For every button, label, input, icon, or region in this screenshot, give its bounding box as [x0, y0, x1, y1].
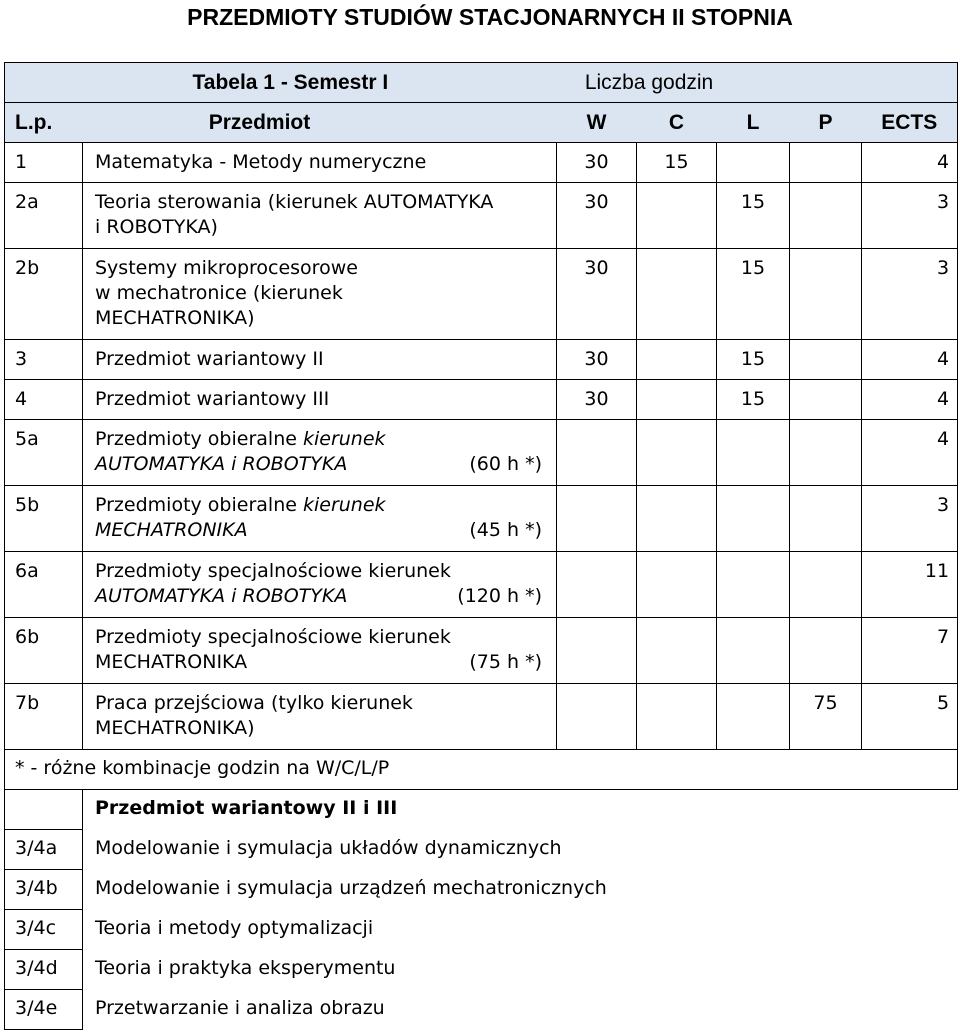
- row-lp: 4: [5, 380, 83, 420]
- row-c: [637, 183, 717, 249]
- footnote-row: [5, 750, 958, 790]
- row-lp: 3: [5, 340, 83, 380]
- row-subject: [83, 183, 557, 249]
- variant-subject: Teoria i metody optymalizacji: [95, 916, 374, 939]
- variant-lp: 3/4e: [5, 990, 83, 1030]
- row-p: [790, 340, 862, 380]
- variant-row: [5, 950, 958, 990]
- row-p: [790, 249, 862, 340]
- table-row: [5, 552, 958, 618]
- subject-line: MECHATRONIKA): [95, 307, 255, 329]
- row-lp: 7b: [5, 684, 83, 750]
- row-ects: 4: [862, 380, 958, 420]
- row-w: 30: [557, 249, 637, 340]
- row-lp: 5a: [5, 420, 83, 486]
- subject-line: w mechatronice (kierunek: [95, 282, 343, 304]
- variant-row: [5, 910, 958, 950]
- subject-line: MECHATRONIKA): [95, 717, 255, 739]
- table-caption: Tabela 1 - Semestr I: [83, 63, 557, 103]
- subject-line: AUTOMATYKA i ROBOTYKA: [95, 585, 348, 607]
- row-ects: 3: [862, 486, 958, 552]
- row-w: 30: [557, 143, 637, 183]
- row-lp: 6b: [5, 618, 83, 684]
- footnote: * - różne kombinacje godzin na W/C/L/P: [5, 750, 958, 790]
- variant-lp: 3/4c: [5, 910, 83, 950]
- row-c: [637, 684, 717, 750]
- subject-line: Przedmioty obieralne: [95, 428, 297, 450]
- row-ects: 7: [862, 618, 958, 684]
- row-lp: 2b: [5, 249, 83, 340]
- row-l: 15: [717, 340, 790, 380]
- row-hours: (120 h *): [457, 585, 542, 607]
- row-p: 75: [790, 684, 862, 750]
- row-w: 30: [557, 183, 637, 249]
- row-lp: 5b: [5, 486, 83, 552]
- table-header-row-2: [5, 103, 958, 143]
- row-c: [637, 249, 717, 340]
- col-lp: L.p.: [5, 103, 83, 143]
- col-w: W: [557, 103, 637, 143]
- table-row: [5, 249, 958, 340]
- subject-line: MECHATRONIKA: [95, 651, 248, 673]
- variant-heading-row: [5, 790, 958, 830]
- variant-row: [5, 990, 958, 1030]
- row-p: [790, 183, 862, 249]
- row-hours: (45 h *): [469, 519, 542, 541]
- table-header-row-1: [5, 63, 958, 103]
- row-subject: Matematyka - Metody numeryczne: [83, 143, 557, 183]
- subject-line: kierunek: [302, 428, 386, 450]
- table-row: [5, 486, 958, 552]
- row-c: [637, 380, 717, 420]
- row-ects: 4: [862, 420, 958, 486]
- row-c: [637, 340, 717, 380]
- subject-line: MECHATRONIKA: [95, 519, 248, 541]
- page-title: PRZEDMIOTY STUDIÓW STACJONARNYCH II STOPNIA: [187, 4, 793, 30]
- subject-line: Przedmioty specjalnościowe kierunek: [95, 560, 451, 582]
- variant-lp: 3/4d: [5, 950, 83, 990]
- row-w: 30: [557, 380, 637, 420]
- row-l: [717, 143, 790, 183]
- row-w: 30: [557, 340, 637, 380]
- variant-row: [5, 830, 958, 870]
- table-row: [5, 684, 958, 750]
- variant-heading: Przedmiot wariantowy II i III: [95, 797, 398, 819]
- subject-line: Przedmioty specjalnościowe kierunek: [95, 626, 451, 648]
- table-row: [5, 380, 958, 420]
- row-subject: Przedmiot wariantowy II: [83, 340, 557, 380]
- table-row: [5, 420, 958, 486]
- variant-lp: 3/4b: [5, 870, 83, 910]
- subject-line: Systemy mikroprocesorowe: [95, 257, 358, 279]
- col-ects: ECTS: [862, 103, 958, 143]
- variant-subject: Teoria i praktyka eksperymentu: [95, 956, 396, 979]
- subject-line: kierunek: [302, 494, 386, 516]
- row-ects: 4: [862, 143, 958, 183]
- row-subject: [83, 486, 557, 552]
- row-ects: 5: [862, 684, 958, 750]
- subject-line: i ROBOTYKA): [95, 216, 218, 238]
- row-p: [790, 143, 862, 183]
- row-ects: 3: [862, 183, 958, 249]
- col-p: P: [790, 103, 862, 143]
- variant-subject: Modelowanie i symulacja układów dynamicznych: [95, 836, 562, 859]
- row-ects: 3: [862, 249, 958, 340]
- row-ects: 4: [862, 340, 958, 380]
- row-l: 15: [717, 183, 790, 249]
- row-hours: (75 h *): [469, 651, 542, 673]
- variant-row: [5, 870, 958, 910]
- col-c: C: [637, 103, 717, 143]
- variant-subject: Przetwarzanie i analiza obrazu: [95, 996, 385, 1019]
- subject-line: Przedmioty obieralne: [95, 494, 297, 516]
- row-lp: 6a: [5, 552, 83, 618]
- row-ects: 11: [862, 552, 958, 618]
- row-subject: [83, 684, 557, 750]
- row-p: [790, 380, 862, 420]
- row-subject: [83, 618, 557, 684]
- row-subject: [83, 420, 557, 486]
- row-lp: 1: [5, 143, 83, 183]
- row-hours: (60 h *): [469, 453, 542, 475]
- hours-label: Liczba godzin: [557, 63, 862, 103]
- variant-subject: Modelowanie i symulacja urządzeń mechatronicznych: [95, 876, 607, 899]
- col-l: L: [717, 103, 790, 143]
- subject-line: Teoria sterowania (kierunek AUTOMATYKA: [95, 191, 494, 213]
- subject-line: AUTOMATYKA i ROBOTYKA: [95, 453, 348, 475]
- row-l: 15: [717, 380, 790, 420]
- row-l: 15: [717, 249, 790, 340]
- row-c: 15: [637, 143, 717, 183]
- table-row: [5, 143, 958, 183]
- row-subject: [83, 552, 557, 618]
- table-row: [5, 618, 958, 684]
- schedule-table: [4, 62, 958, 1030]
- col-subject: Przedmiot: [83, 103, 557, 143]
- variant-lp: 3/4a: [5, 830, 83, 870]
- row-w: [557, 684, 637, 750]
- row-l: [717, 684, 790, 750]
- row-lp: 2a: [5, 183, 83, 249]
- subject-line: Praca przejściowa (tylko kierunek: [95, 692, 413, 714]
- table-row: [5, 183, 958, 249]
- row-subject: [83, 249, 557, 340]
- row-subject: Przedmiot wariantowy III: [83, 380, 557, 420]
- table-row: [5, 340, 958, 380]
